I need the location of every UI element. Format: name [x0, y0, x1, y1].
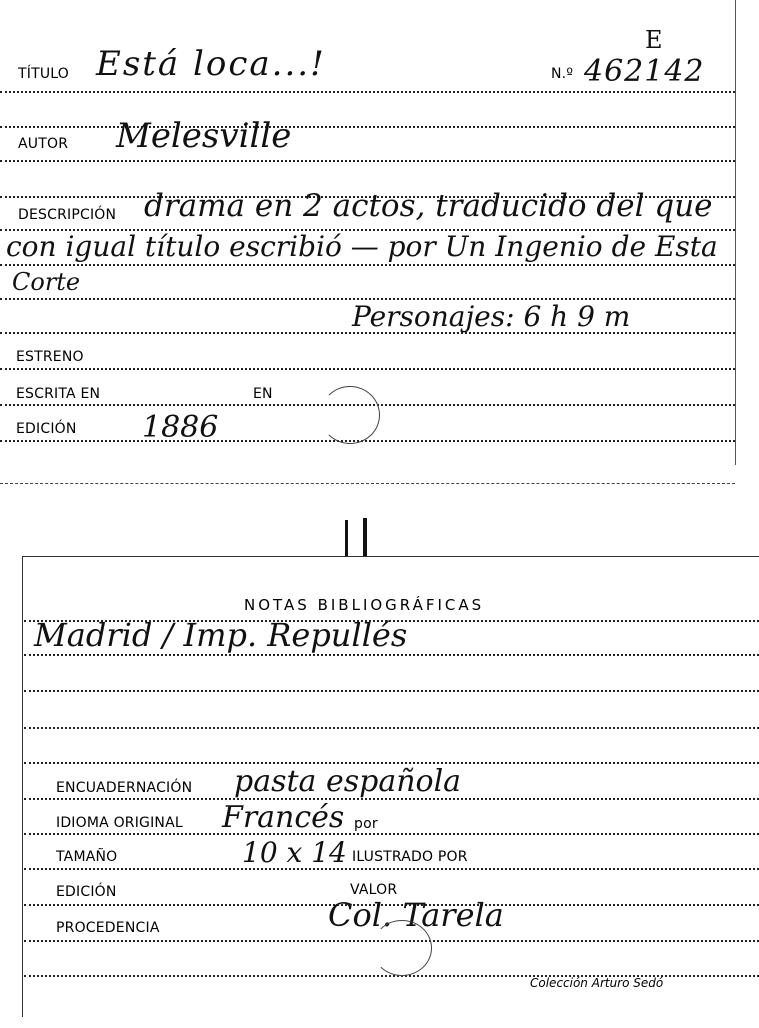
- idioma-rule: [24, 833, 759, 835]
- card-top-right-edge: [735, 0, 736, 465]
- edicion-rule: [0, 440, 735, 442]
- notas-rule-3: [24, 690, 759, 692]
- descripcion-label: DESCRIPCIÓN: [18, 207, 117, 223]
- escrita-en-label: EN: [253, 386, 273, 402]
- descripcion-line-3: Corte: [12, 268, 81, 296]
- descripcion-line-2: con igual título escribió — por Un Ingenio de Esta: [6, 230, 718, 263]
- tamano-value: 10 x 14: [242, 836, 347, 869]
- tamano-rule: [24, 868, 759, 870]
- binder-mark-left: [345, 520, 348, 556]
- notas-rule-4: [24, 727, 759, 729]
- tamano-label: TAMAÑO: [56, 849, 118, 865]
- notas-line-1: Madrid / Imp. Repullés: [34, 616, 408, 654]
- por-label: por: [354, 816, 378, 832]
- procedencia-value: Col. Tarela: [328, 896, 504, 934]
- valor-label: VALOR: [350, 882, 398, 898]
- encuadernacion-label: ENCUADERNACIÓN: [56, 780, 193, 796]
- descripcion-rule-2: [0, 264, 735, 266]
- binder-mark-right: [363, 518, 367, 556]
- encuadernacion-value: pasta española: [234, 764, 462, 799]
- punch-hole-top: [320, 386, 380, 444]
- punch-hole-bottom: [372, 920, 432, 976]
- procedencia-label: PROCEDENCIA: [56, 920, 160, 936]
- card-top-bottom-edge: [0, 483, 735, 484]
- autor-label: AUTOR: [18, 136, 69, 152]
- notas-heading: NOTAS BIBLIOGRÁFICAS: [244, 596, 485, 614]
- numero-value: 462142: [584, 54, 705, 89]
- titulo-label: TÍTULO: [18, 66, 69, 82]
- ilustrado-label: ILUSTRADO POR: [352, 849, 468, 865]
- collection-footer: Colección Arturo Sedó: [530, 976, 664, 990]
- autor-value: Melesville: [116, 116, 292, 156]
- titulo-rule: [0, 91, 735, 93]
- numero-mark: E: [645, 26, 663, 54]
- estreno-label: ESTRENO: [16, 349, 84, 365]
- rule-1: [0, 126, 735, 128]
- edicion2-label: EDICIÓN: [56, 884, 117, 900]
- numero-label: N.º: [551, 66, 574, 82]
- idioma-value: Francés: [222, 800, 345, 835]
- escrita-label: ESCRITA EN: [16, 386, 101, 402]
- notas-rule-2: [24, 654, 759, 656]
- estreno-rule: [0, 368, 735, 370]
- titulo-value: Está loca...!: [96, 44, 326, 84]
- descripcion-line-4: Personajes: 6 h 9 m: [352, 300, 631, 333]
- autor-rule: [0, 160, 735, 162]
- edicion-value: 1886: [142, 410, 219, 445]
- descripcion-line-1: drama en 2 actos, traducido del que: [144, 188, 713, 224]
- edicion-label: EDICIÓN: [16, 421, 77, 437]
- idioma-label: IDIOMA ORIGINAL: [56, 815, 183, 831]
